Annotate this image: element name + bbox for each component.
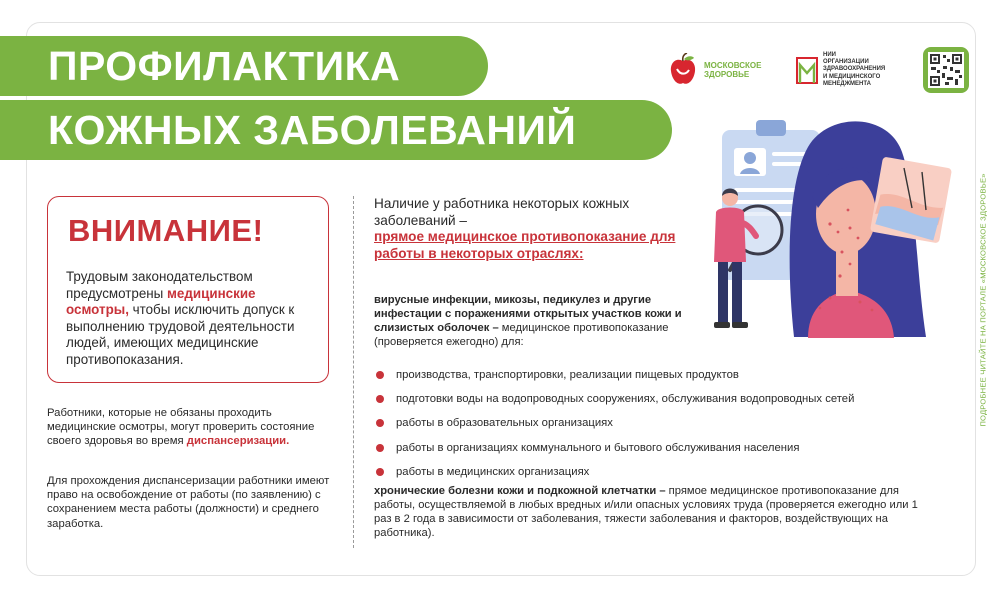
title-line-2: КОЖНЫХ ЗАБОЛЕВАНИЙ (0, 100, 672, 160)
logo-mz-line1: МОСКОВСКОЕ (704, 60, 762, 70)
logo-nii-line4: И МЕДИЦИНСКОГО (823, 73, 881, 80)
left-paragraph-1 (47, 406, 337, 449)
list-item-text: работы в медицинских организациях (396, 465, 590, 478)
left-paragraph-2: Для прохождения диспансеризации работники имеют право на освобождение от работы (по заявлению) с сохранением места работы (должности) и среднего заработка. (47, 475, 330, 530)
moscow-health-logo (668, 53, 770, 87)
intro-text (374, 196, 694, 262)
warning-text-part1: Трудовым законодательством предусмотрены (66, 269, 253, 301)
nii-emblem-icon (796, 55, 818, 85)
list-item (374, 363, 854, 387)
left-para1-highlight: диспансеризации. (186, 435, 290, 448)
chronic-bold: хронические болезни кожи и подкожной клетчатки – (374, 485, 666, 497)
skin-illustration (690, 112, 952, 338)
industry-list (374, 363, 854, 484)
qr-code[interactable] (923, 47, 969, 93)
logo-nii-line2: ОРГАНИЗАЦИИ (823, 59, 869, 66)
list-item (374, 460, 854, 484)
bullet-dot-icon (376, 419, 384, 427)
apple-logo-icon (668, 53, 698, 87)
list-item (374, 411, 854, 435)
logo-mz-line2: ЗДОРОВЬЕ (704, 70, 750, 79)
intro-text-highlight: прямое медицинское противопоказание для работы в некоторых отраслях: (374, 229, 676, 261)
list-item (374, 436, 854, 460)
nii-logo-text (823, 52, 901, 88)
warning-text-part2: чтобы исключить допуск к выполнению трудовой деятельности людей, имеющих медицинские противопоказания. (66, 302, 295, 367)
bullet-dot-icon (376, 371, 384, 379)
warning-text-highlight: медицинские осмотры, (66, 285, 256, 318)
column-divider (353, 196, 354, 548)
portal-vertical-note[interactable]: ПОДРОБНЕЕ ЧИТАЙТЕ НА ПОРТАЛЕ «МОСКОВСКОЕ ЗДОРОВЬЕ» (978, 173, 988, 427)
list-item-text: подготовки воды на водопроводных сооружениях, обслуживания водопроводных сетей (396, 393, 855, 406)
warning-box (47, 196, 329, 383)
bullet-dot-icon (376, 395, 384, 403)
logo-nii-line5: МЕНЕДЖМЕНТА (823, 80, 871, 87)
chronic-diseases-text (374, 484, 934, 540)
warning-text (66, 269, 316, 369)
clipboard-clip (756, 120, 786, 136)
viral-bold: вирусные инфекции, микозы, педикулез и другие инфестации с поражениями открытых участков кожи и слизистых оболочек – (374, 294, 682, 334)
nii-logo (796, 52, 901, 88)
list-item (374, 387, 854, 411)
title-line-1: ПРОФИЛАКТИКА (0, 36, 488, 96)
logos-row (668, 46, 969, 94)
qr-code-icon (928, 52, 964, 88)
bullet-dot-icon (376, 468, 384, 476)
list-item-text: работы в организациях коммунального и бытового обслуживания населения (396, 441, 800, 454)
bullet-dot-icon (376, 444, 384, 452)
chronic-rest: прямое медицинское противопоказание для работы, осуществляемой в любых вредных и/или опасных условиях труда (проверяется ежегодно или 1 раз в 2 года в зависимости от заболевания, тяжести заболевания и факторов, воздействующих на работника). (374, 485, 918, 539)
left-para1-text: Работники, которые не обязаны проходить медицинские осмотры, могут проверить состояние своего здоровья во время (47, 407, 315, 448)
list-item-text: производства, транспортировки, реализации пищевых продуктов (396, 369, 739, 382)
warning-title: ВНИМАНИЕ! (68, 213, 264, 248)
intro-text-part1: Наличие у работника некоторых кожных заболеваний – (374, 196, 630, 228)
viral-infections-text (374, 293, 694, 349)
list-item-text: работы в образовательных организациях (396, 417, 613, 430)
logo-nii-line3: ЗДРАВООХРАНЕНИЯ (823, 66, 886, 73)
moscow-health-logo-text (704, 61, 770, 79)
logo-nii-line1: НИИ (823, 52, 836, 59)
viral-rest: медицинское противопоказание (проверяется ежегодно) для: (374, 322, 669, 348)
doctor-coat (714, 208, 746, 263)
